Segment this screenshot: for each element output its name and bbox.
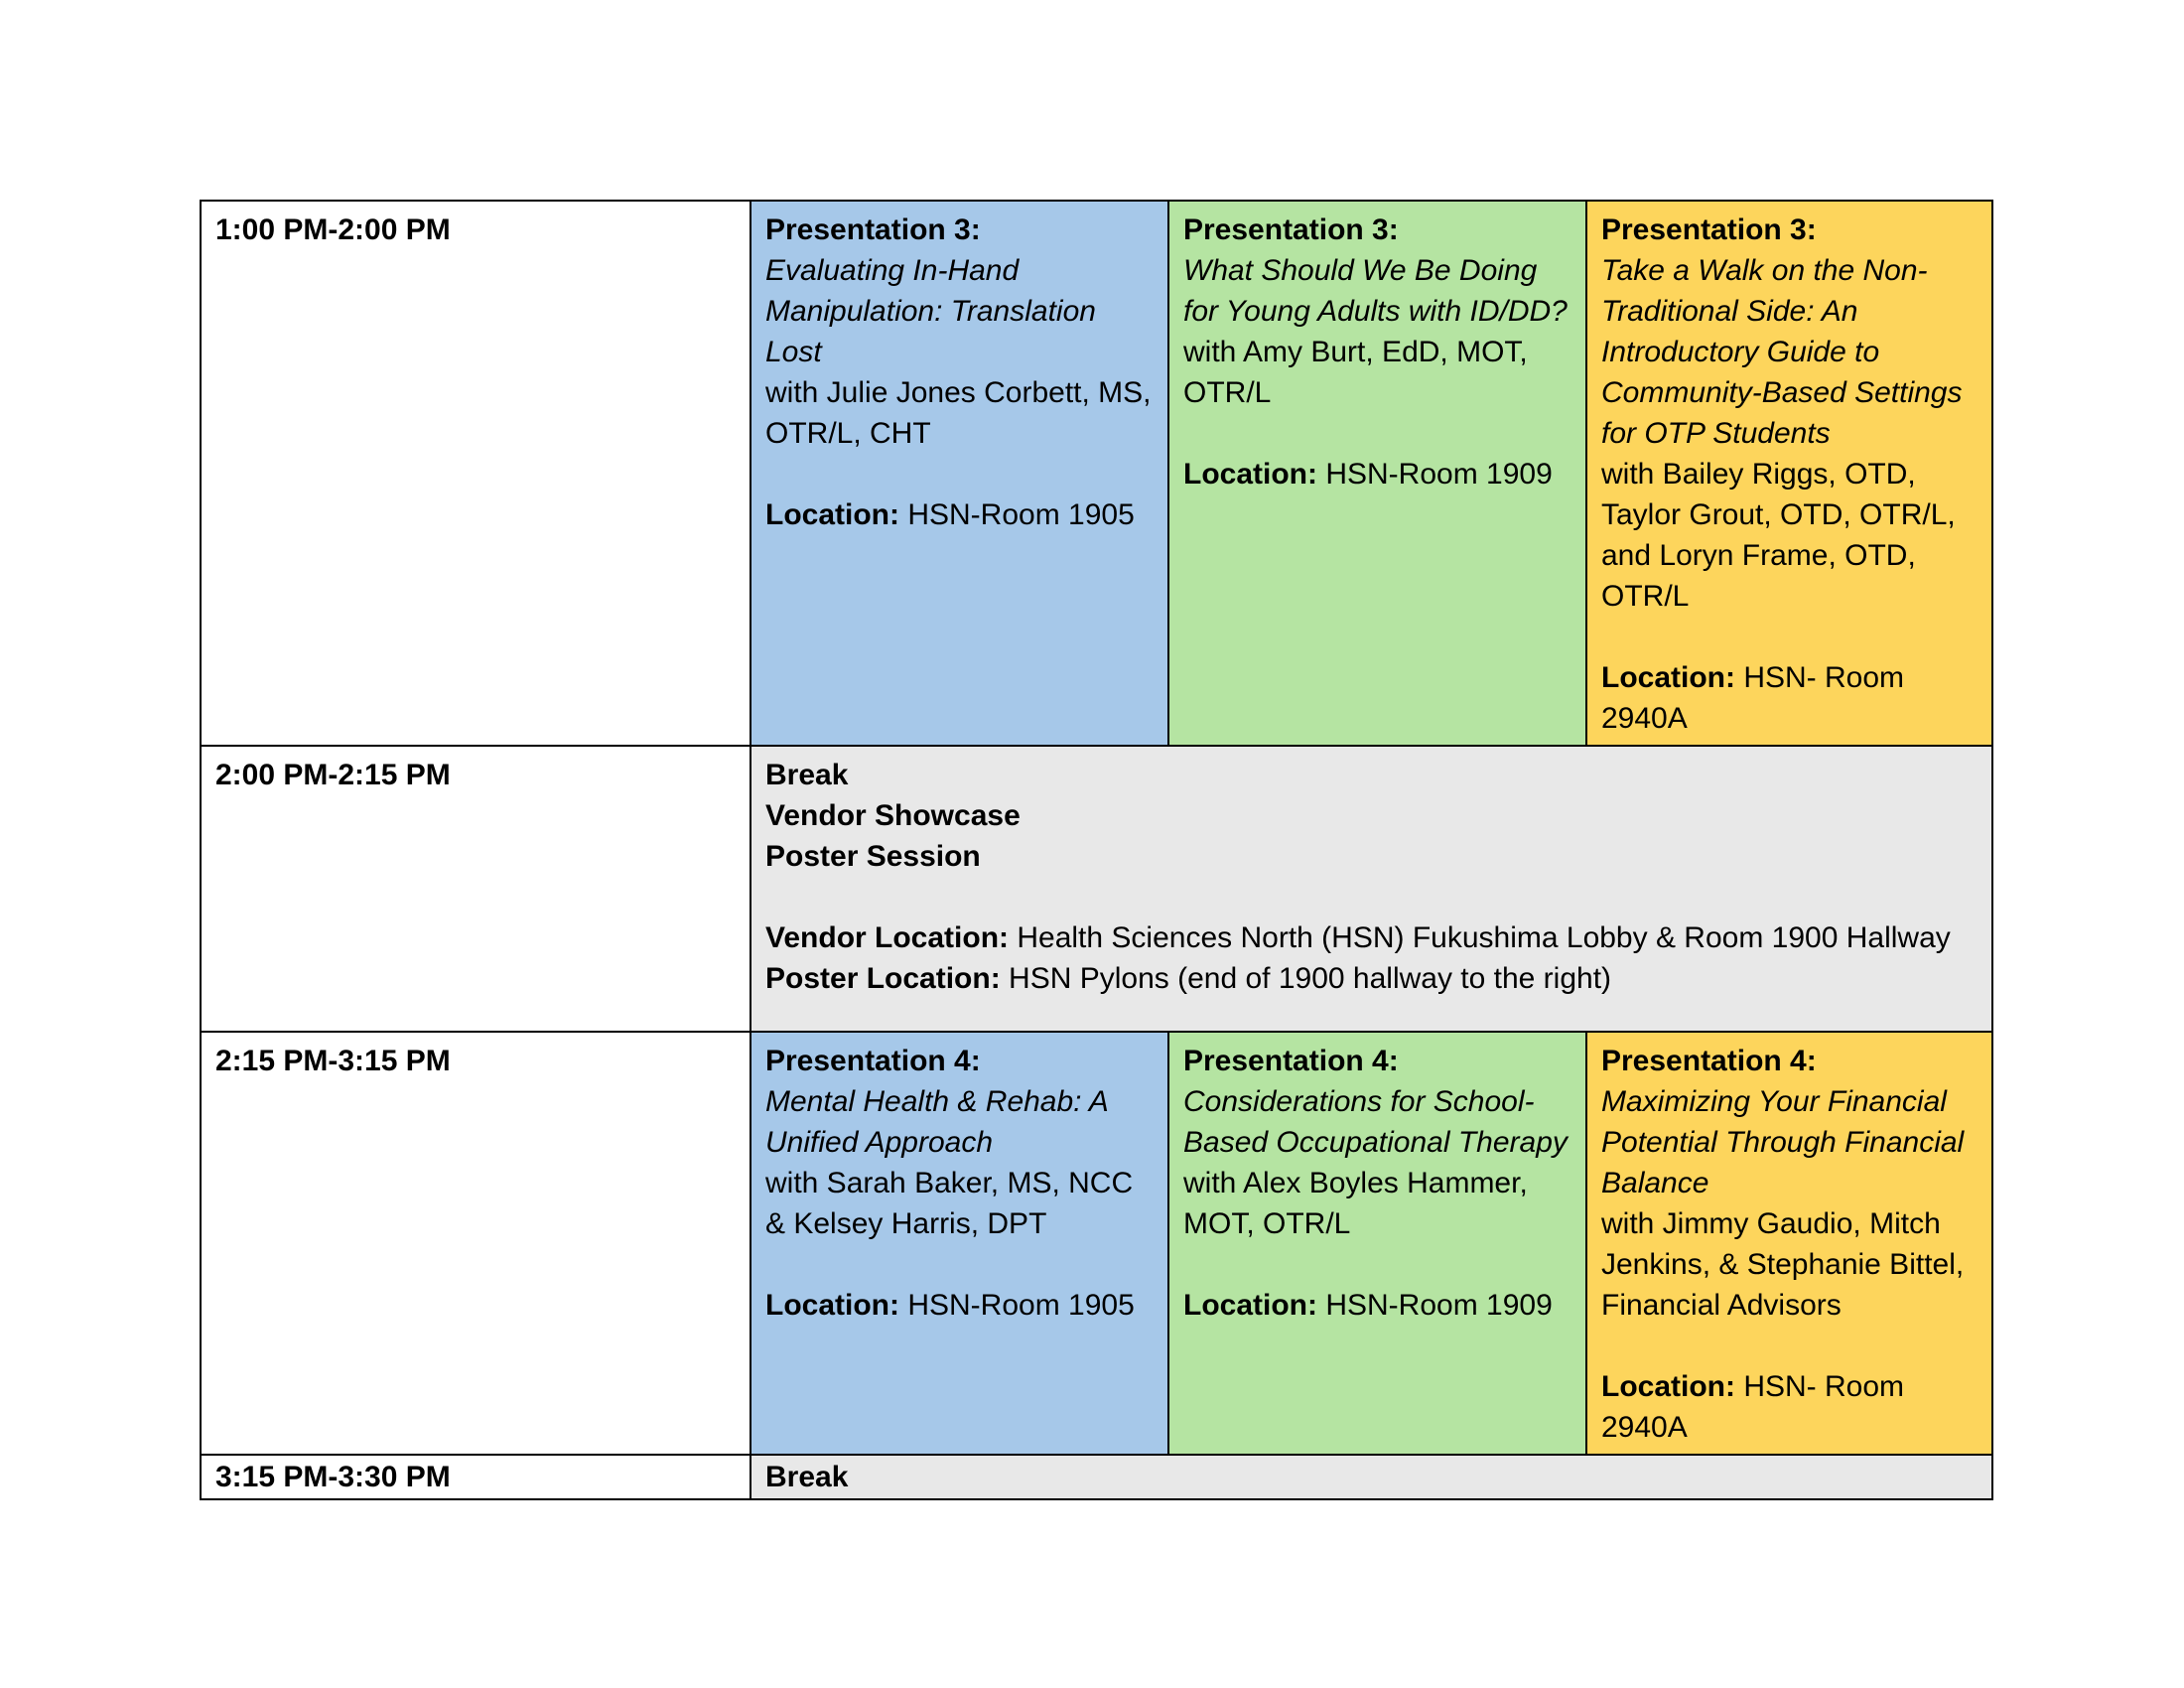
session-heading: Presentation 4: <box>765 1045 981 1077</box>
time-slot: 1:00 PM-2:00 PM <box>201 201 751 746</box>
location-value: HSN-Room 1909 <box>1325 1289 1553 1322</box>
session-cell <box>751 201 1168 746</box>
session-heading: Presentation 4: <box>1183 1045 1399 1077</box>
session-cell <box>751 1032 1168 1455</box>
break-cell <box>751 746 1992 1032</box>
location-label: Location: <box>1601 661 1735 694</box>
break-label: Break <box>765 759 849 791</box>
session-presenters: with Jimmy Gaudio, Mitch Jenkins, & Stephanie Bittel, Financial Advisors <box>1601 1207 1965 1322</box>
location-label: Location: <box>765 1289 899 1322</box>
schedule-row <box>201 1455 1992 1499</box>
session-cell <box>1586 1032 1992 1455</box>
location-value: HSN-Room 1905 <box>907 498 1135 531</box>
poster-session-label: Poster Session <box>765 840 981 873</box>
vendor-location-value: Health Sciences North (HSN) Fukushima Lobby & Room 1900 Hallway <box>1017 921 1951 954</box>
vendor-location-label: Vendor Location: <box>765 921 1010 954</box>
location-value: HSN- Room 2940A <box>1601 1370 1905 1444</box>
session-presenters: with Alex Boyles Hammer, MOT, OTR/L <box>1183 1167 1528 1240</box>
vendor-showcase-label: Vendor Showcase <box>765 799 1021 832</box>
poster-location-value: HSN Pylons (end of 1900 hallway to the right) <box>1009 962 1612 995</box>
session-location <box>1601 1366 1978 1448</box>
session-presenters: with Bailey Riggs, OTD, Taylor Grout, OTD, OTR/L, and Loryn Frame, OTD, OTR/L <box>1601 458 1956 613</box>
session-presenters: with Sarah Baker, MS, NCC & Kelsey Harris, DPT <box>765 1167 1134 1240</box>
session-title: Take a Walk on the Non-Traditional Side: An Introductory Guide to Community-Based Settings for OTP Students <box>1601 254 1963 450</box>
session-location <box>1183 1285 1571 1326</box>
poster-location <box>765 958 1978 999</box>
time-slot: 2:00 PM-2:15 PM <box>201 746 751 1032</box>
session-heading: Presentation 3: <box>1183 213 1399 246</box>
location-value: HSN-Room 1909 <box>1325 458 1553 491</box>
session-title: Maximizing Your Financial Potential Through Financial Balance <box>1601 1085 1965 1199</box>
session-title: Mental Health & Rehab: A Unified Approach <box>765 1085 1108 1159</box>
vendor-location <box>765 917 1978 958</box>
session-heading: Presentation 3: <box>765 213 981 246</box>
schedule-table <box>200 200 1993 1500</box>
session-heading: Presentation 3: <box>1601 213 1817 246</box>
time-slot: 2:15 PM-3:15 PM <box>201 1032 751 1455</box>
session-location <box>765 494 1154 535</box>
location-label: Location: <box>1183 458 1317 491</box>
session-title: What Should We Be Doing for Young Adults with ID/DD? <box>1183 254 1568 328</box>
schedule-row <box>201 201 1992 746</box>
location-label: Location: <box>1601 1370 1735 1403</box>
break-cell: Break <box>751 1455 1992 1499</box>
session-presenters: with Julie Jones Corbett, MS, OTR/L, CHT <box>765 376 1152 450</box>
schedule-row <box>201 746 1992 1032</box>
location-value: HSN- Room 2940A <box>1601 661 1905 735</box>
session-location <box>1601 657 1978 739</box>
location-label: Location: <box>765 498 899 531</box>
session-heading: Presentation 4: <box>1601 1045 1817 1077</box>
location-value: HSN-Room 1905 <box>907 1289 1135 1322</box>
location-label: Location: <box>1183 1289 1317 1322</box>
session-cell <box>1168 201 1586 746</box>
session-location <box>1183 454 1571 494</box>
schedule-row <box>201 1032 1992 1455</box>
session-cell <box>1168 1032 1586 1455</box>
session-cell <box>1586 201 1992 746</box>
poster-location-label: Poster Location: <box>765 962 1001 995</box>
session-title: Evaluating In-Hand Manipulation: Translation Lost <box>765 254 1096 368</box>
session-location <box>765 1285 1154 1326</box>
session-title: Considerations for School-Based Occupational Therapy <box>1183 1085 1568 1159</box>
time-slot: 3:15 PM-3:30 PM <box>201 1455 751 1499</box>
session-presenters: with Amy Burt, EdD, MOT, OTR/L <box>1183 336 1528 409</box>
